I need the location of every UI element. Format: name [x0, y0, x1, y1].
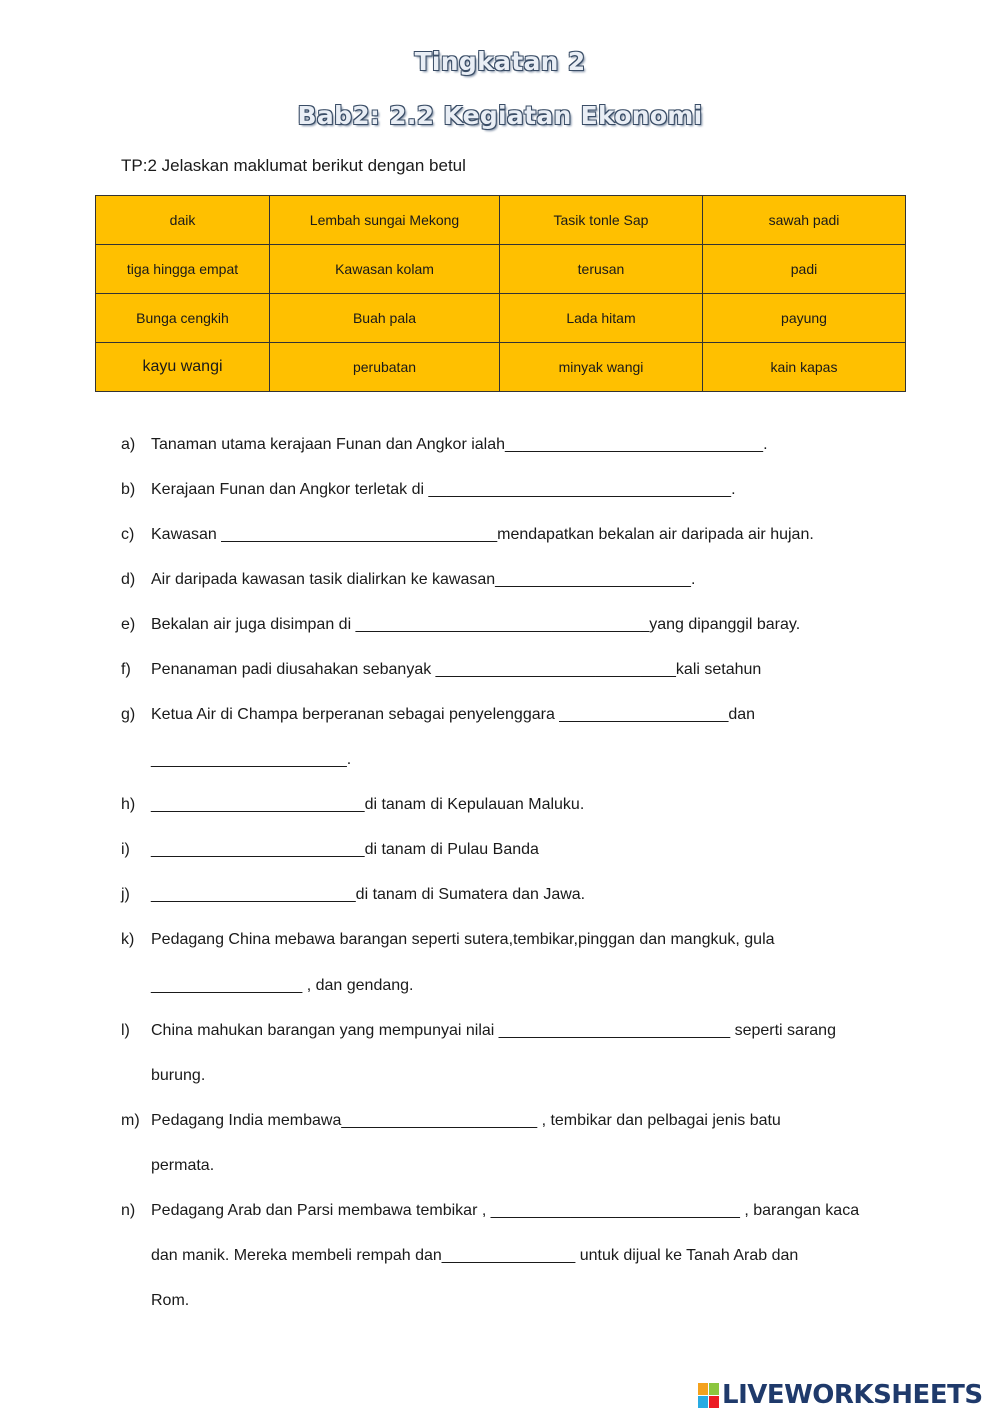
question-f [121, 660, 761, 680]
question-label: b) [121, 481, 136, 498]
question-m-continuation: permata. [151, 1157, 215, 1174]
word-bank-cell: perubatan [270, 343, 500, 392]
worksheet-subtitle: Bab2: 2.2 Kegiatan Ekonomi [297, 101, 703, 130]
word-bank-cell: daik [96, 196, 270, 245]
question-label: i) [121, 841, 130, 858]
word-bank-cell: Lembah sungai Mekong [270, 196, 500, 245]
word-bank-cell: sawah padi [703, 196, 906, 245]
logo-square [709, 1383, 719, 1395]
instruction-text: TP:2 Jelaskan maklumat berikut dengan betul [121, 156, 466, 175]
question-label: n) [121, 1202, 136, 1219]
question-label: m) [121, 1112, 140, 1129]
question-n-continuation: dan manik. Mereka membeli rempah dan_______________ untuk dijual ke Tanah Arab dan [151, 1247, 799, 1264]
question-k [121, 930, 775, 950]
question-text: Pedagang India membawa______________________ , tembikar dan pelbagai jenis batu [151, 1112, 781, 1129]
logo-square [698, 1396, 708, 1408]
worksheet-title: Tingkatan 2 [414, 47, 586, 76]
question-text: Kawasan _______________________________mendapatkan bekalan air daripada air hujan. [151, 526, 814, 543]
word-bank-row [96, 343, 906, 392]
question-d [121, 570, 695, 590]
question-label: e) [121, 616, 136, 633]
question-text: Kerajaan Funan dan Angkor terletak di __________________________________. [151, 481, 736, 498]
question-g [121, 705, 755, 725]
question-label: d) [121, 571, 136, 588]
word-bank-cell: payung [703, 294, 906, 343]
question-l-continuation: burung. [151, 1067, 206, 1084]
word-bank-row [96, 294, 906, 343]
question-n-continuation-2: Rom. [151, 1292, 190, 1309]
question-h [121, 795, 584, 815]
liveworksheets-logo-text: LIVEWORKSHEETS [722, 1380, 983, 1410]
question-text: Bekalan air juga disimpan di _________________________________yang dipanggil baray. [151, 616, 801, 633]
question-label: a) [121, 436, 136, 453]
question-j [121, 885, 585, 905]
word-bank-cell: minyak wangi [500, 343, 703, 392]
question-text: Air daripada kawasan tasik dialirkan ke kawasan______________________. [151, 571, 696, 588]
question-e [121, 615, 800, 635]
word-bank-cell: terusan [500, 245, 703, 294]
word-bank-cell: Lada hitam [500, 294, 703, 343]
question-g-continuation: ______________________. [151, 751, 352, 768]
word-bank-cell: kayu wangi [96, 343, 270, 392]
question-text: Ketua Air di Champa berperanan sebagai penyelenggara ___________________dan [151, 706, 756, 723]
question-text: China mahukan barangan yang mempunyai nilai __________________________ seperti sarang [151, 1022, 836, 1039]
question-a [121, 435, 768, 455]
question-text: ________________________di tanam di Kepulauan Maluku. [151, 796, 585, 813]
question-m [121, 1111, 781, 1131]
question-text: Pedagang Arab dan Parsi membawa tembikar , ____________________________ , barangan kaca [151, 1202, 860, 1219]
question-text: Penanaman padi diusahakan sebanyak ___________________________kali setahun [151, 661, 762, 678]
question-i [121, 840, 539, 860]
question-text: Pedagang China mebawa barangan seperti sutera,tembikar,pinggan dan mangkuk, gula [151, 931, 775, 948]
question-label: c) [121, 526, 135, 543]
question-k-continuation: _________________ , dan gendang. [151, 977, 414, 994]
question-l [121, 1021, 836, 1041]
question-label: g) [121, 706, 136, 723]
question-n [121, 1201, 859, 1221]
question-text: Tanaman utama kerajaan Funan dan Angkor ialah_____________________________. [151, 436, 768, 453]
question-c [121, 525, 814, 545]
logo-square [698, 1383, 708, 1395]
word-bank-cell: Buah pala [270, 294, 500, 343]
liveworksheets-logo [698, 1380, 983, 1410]
word-bank-cell: Bunga cengkih [96, 294, 270, 343]
question-label: l) [121, 1022, 130, 1039]
question-b [121, 480, 736, 500]
question-label: f) [121, 661, 131, 678]
word-bank-cell: Kawasan kolam [270, 245, 500, 294]
question-text: _______________________di tanam di Sumatera dan Jawa. [151, 886, 586, 903]
word-bank-row [96, 245, 906, 294]
question-label: k) [121, 931, 135, 948]
question-text: ________________________di tanam di Pulau Banda [151, 841, 539, 858]
word-bank-cell: kain kapas [703, 343, 906, 392]
word-bank-row [96, 196, 906, 245]
word-bank-table [95, 195, 906, 392]
word-bank-cell: tiga hingga empat [96, 245, 270, 294]
liveworksheets-logo-icon [698, 1383, 719, 1408]
logo-square [709, 1396, 719, 1408]
question-label: j) [121, 886, 130, 903]
question-label: h) [121, 796, 136, 813]
word-bank-cell: padi [703, 245, 906, 294]
word-bank-cell: Tasik tonle Sap [500, 196, 703, 245]
